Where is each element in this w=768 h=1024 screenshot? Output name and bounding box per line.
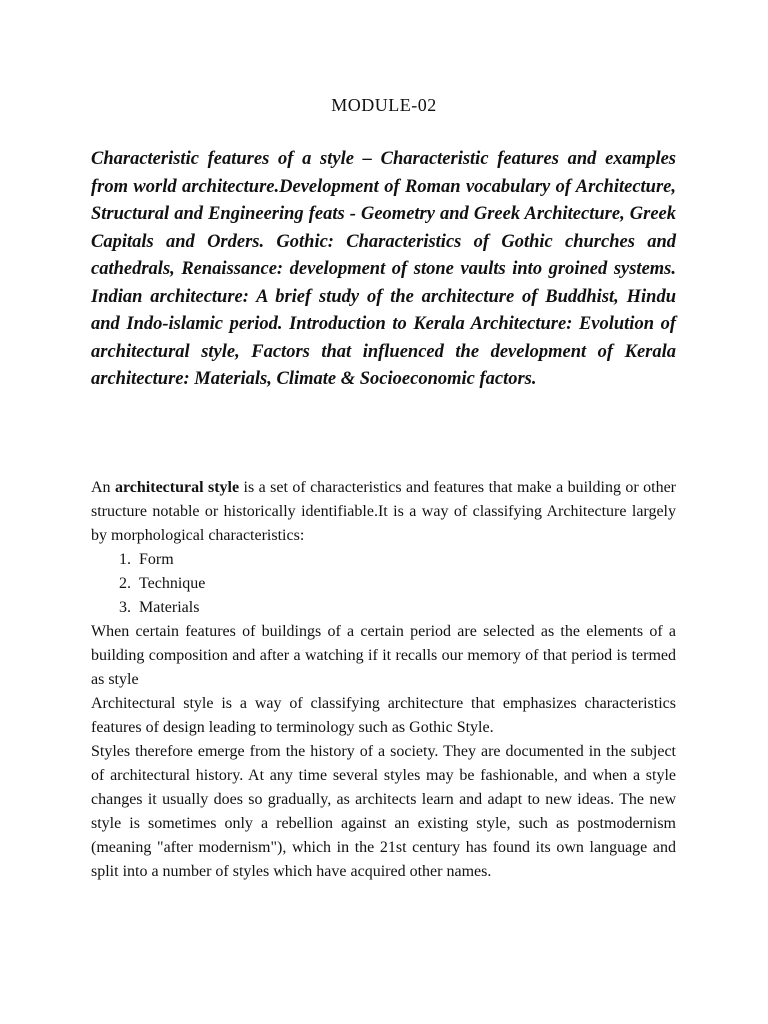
architectural-style-term: architectural style	[114, 479, 240, 496]
history-part-1: Styles therefore emerge from the history of a society. They are documented in the subject of	[91, 743, 676, 784]
postmodernism-link[interactable]: postmodernism	[577, 815, 676, 832]
classifying-paragraph: Architectural style is a way of classifying architecture that emphasizes characteristics features of design leading to terminology such as Gothic Style.	[91, 695, 676, 736]
intro-paragraph	[91, 476, 676, 548]
list-item: 3. Materials	[135, 596, 676, 620]
syllabus-paragraph: Characteristic features of a style – Characteristic features and examples from world architecture.Development of Roman vocabulary of Architecture, Structural and Engineering feats - Geometry and Greek Architecture, Greek Capitals and Orders. Gothic: Characteristics of Gothic churches and cathedrals, Renaissance: development of stone vaults into groined systems. Indian architecture: A brief study of the architecture of Buddhist, Hindu and Indo-islamic period. Introduction to Kerala Architecture: Evolution of architectural style, Factors that influenced the development of Kerala architecture: Materials, Climate & Socioeconomic factors.	[91, 149, 676, 389]
intro-suffix: is a set of characteristics and features that make a building or other structure notable or historically identifiable.It is a way of classifying Architecture largely by morphological characteristics:	[91, 479, 676, 544]
history-part-2: . At any time several styles may be fashionable, and when a style changes it usually does so gradually, as architects learn and adapt to new ideas. The new style is sometimes only a rebellion against an existing style, such as	[91, 767, 677, 832]
history-paragraph	[91, 740, 676, 884]
characteristics-list	[91, 548, 676, 620]
selected-features-paragraph: When certain features of buildings of a certain period are selected as the elements of a building composition and after a watching if it recalls our memory of that period is termed as style	[91, 623, 676, 688]
module-title: MODULE-02	[331, 95, 437, 115]
history-part-3: (meaning "after modernism"), which in the 21st century has found its own language and split into a number of styles which have acquired other names.	[91, 839, 676, 880]
architectural-history-link[interactable]: architectural history	[110, 767, 240, 784]
intro-prefix: An	[91, 479, 115, 496]
list-item: 1. Form	[135, 548, 676, 572]
body-text	[91, 476, 676, 884]
list-item: 2. Technique	[135, 572, 676, 596]
